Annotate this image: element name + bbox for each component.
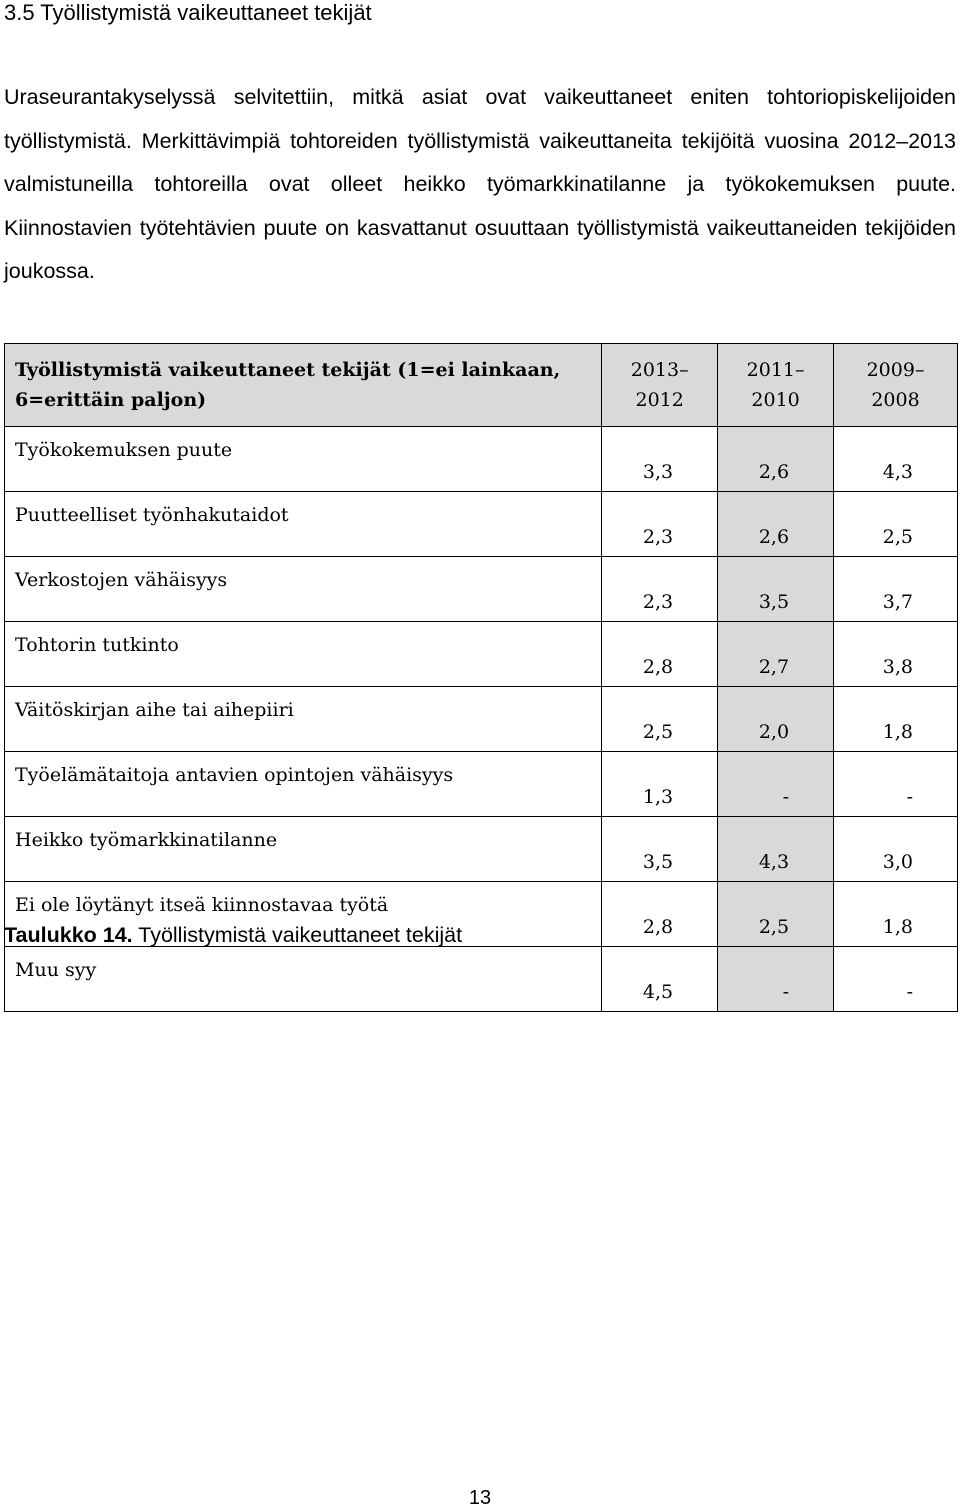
row-label: Tohtorin tutkinto: [5, 622, 602, 687]
value-2013-2012: 2,3: [602, 557, 718, 622]
table-row: [5, 687, 958, 752]
year-header-3-line2: 2008: [871, 389, 920, 411]
value-2009-2008: 4,3: [834, 427, 958, 492]
value-2013-2012: 2,3: [602, 492, 718, 557]
value-2011-2010: 3,5: [718, 557, 834, 622]
value-2009-2008: -: [834, 752, 958, 817]
table-caption: [4, 922, 462, 948]
value-2011-2010: 4,3: [718, 817, 834, 882]
year-header-2-line2: 2010: [751, 389, 800, 411]
year-header-2-line1: 2011–: [746, 359, 805, 381]
table-row: [5, 427, 958, 492]
page-number: 13: [468, 1487, 492, 1509]
value-2009-2008: -: [834, 947, 958, 1012]
table-row: [5, 947, 958, 1012]
value-2013-2012: 2,8: [602, 622, 718, 687]
value-2013-2012: 3,3: [602, 427, 718, 492]
table-row: [5, 557, 958, 622]
value-2013-2012: 1,3: [602, 752, 718, 817]
table-row: [5, 492, 958, 557]
value-2009-2008: 2,5: [834, 492, 958, 557]
value-2009-2008: 1,8: [834, 882, 958, 947]
body-paragraph: Uraseurantakyselyssä selvitettiin, mitkä asiat ovat vaikeuttaneet eniten tohtoriopiskelijoiden työllistymistä. Merkittävimpiä tohtoreiden työllistymistä vaikeuttaneita tekijöitä vuosina 2012–2013 valmistuneilla tohtoreilla ovat olleet heikko työmarkkinatilanne ja työkokemuksen puute. Kiinnostavien työtehtävien puute on kasvattanut osuuttaan työllistymistä vaikeuttaneiden tekijöiden joukossa.: [4, 85, 956, 283]
row-label: Verkostojen vähäisyys: [5, 557, 602, 622]
row-label: Työelämätaitoja antavien opintojen vähäisyys: [5, 752, 602, 817]
row-label: Muu syy: [5, 947, 602, 1012]
year-header-3-line1: 2009–: [866, 359, 925, 381]
value-2013-2012: 4,5: [602, 947, 718, 1012]
value-2011-2010: 2,0: [718, 687, 834, 752]
caption-text: Työllistymistä vaikeuttaneet tekijät: [132, 923, 463, 947]
value-2009-2008: 3,8: [834, 622, 958, 687]
row-label: Ei ole löytänyt itseä kiinnostavaa työtä: [5, 882, 602, 947]
value-2013-2012: 2,8: [602, 882, 718, 947]
table-row: [5, 622, 958, 687]
row-label: Väitöskirjan aihe tai aihepiiri: [5, 687, 602, 752]
table-row: [5, 752, 958, 817]
value-2011-2010: 2,6: [718, 427, 834, 492]
value-2011-2010: -: [718, 947, 834, 1012]
year-header-1-line2: 2012: [635, 389, 684, 411]
value-2013-2012: 2,5: [602, 687, 718, 752]
table-row: [5, 817, 958, 882]
value-2013-2012: 3,5: [602, 817, 718, 882]
row-label: Heikko työmarkkinatilanne: [5, 817, 602, 882]
value-2009-2008: 3,0: [834, 817, 958, 882]
factors-table: [4, 343, 958, 1012]
year-header-1: [602, 344, 718, 427]
caption-number: Taulukko 14.: [4, 923, 133, 947]
row-label: Puutteelliset työnhakutaidot: [5, 492, 602, 557]
table-header-row: [5, 344, 958, 427]
row-label: Työkokemuksen puute: [5, 427, 602, 492]
value-2011-2010: 2,7: [718, 622, 834, 687]
value-2009-2008: 1,8: [834, 687, 958, 752]
year-header-2: [718, 344, 834, 427]
value-2009-2008: 3,7: [834, 557, 958, 622]
year-header-3: [834, 344, 958, 427]
value-2011-2010: -: [718, 752, 834, 817]
year-header-1-line1: 2013–: [630, 359, 689, 381]
value-2011-2010: 2,6: [718, 492, 834, 557]
table-header-label: Työllistymistä vaikeuttaneet tekijät (1=ei lainkaan, 6=erittäin paljon): [5, 344, 602, 427]
section-heading: 3.5 Työllistymistä vaikeuttaneet tekijät: [4, 0, 372, 25]
value-2011-2010: 2,5: [718, 882, 834, 947]
